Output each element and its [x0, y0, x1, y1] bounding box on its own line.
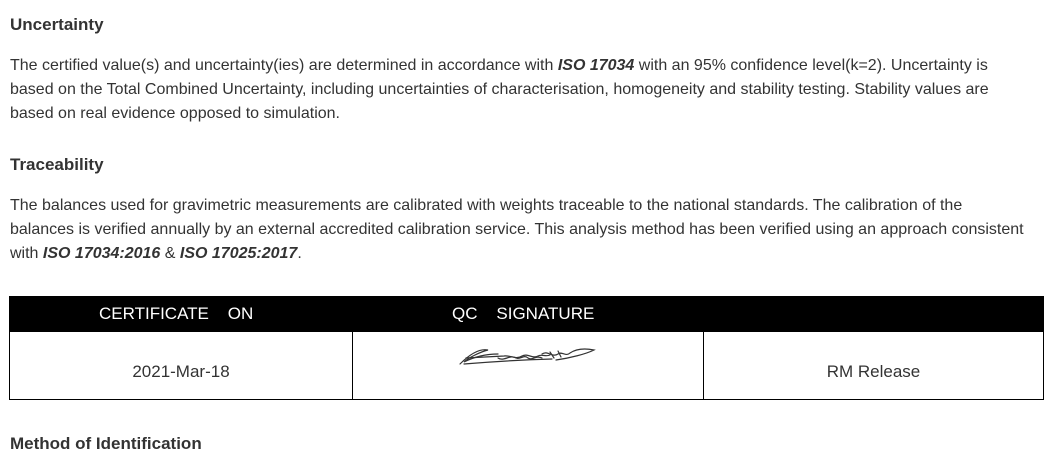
certificate-table	[9, 296, 1044, 400]
uncertainty-heading: Uncertainty	[10, 15, 104, 34]
header-certificate-on: CERTIFICATE ON	[99, 304, 254, 323]
uncertainty-iso-reference: ISO 17034	[557, 57, 635, 74]
certificate-table-header	[9, 296, 1044, 332]
uncertainty-text-start: The certified value(s) and uncertainty(ies) are determined in accordance with	[10, 57, 558, 74]
uncertainty-text-rest: with an 95% confidence level(k=2). Uncertainty is based on the Total Combined Uncertainty, including uncertainties of characterisation, homogeneity and stability testing. Stability values are based on real evidence opposed to simulation.	[10, 57, 989, 122]
certificate-table-row	[9, 332, 1044, 400]
traceability-joiner: &	[160, 245, 180, 262]
qc-signature-image	[458, 342, 598, 370]
header-qc-signature: QC SIGNATURE	[452, 304, 595, 323]
traceability-paragraph	[10, 194, 1030, 266]
uncertainty-paragraph	[10, 54, 1030, 126]
certificate-date: 2021-Mar-18	[132, 362, 230, 381]
traceability-iso-reference-2: ISO 17025:2017	[179, 245, 298, 262]
release-cell	[703, 332, 1043, 399]
traceability-heading: Traceability	[10, 155, 104, 174]
traceability-text-end: .	[297, 245, 302, 262]
traceability-text-start: The balances used for gravimetric measurements are calibrated with weights traceable to the national standards. The calibration of the balances is verified annually by an external accredited calibration service. This analysis method has been verified using an approach consistent with	[10, 197, 1024, 262]
method-of-identification-heading: Method of Identification	[10, 434, 202, 453]
release-status: RM Release	[826, 362, 921, 381]
traceability-iso-reference-1: ISO 17034:2016	[42, 245, 161, 262]
certificate-date-cell	[10, 332, 352, 399]
signature-cell	[352, 332, 703, 399]
